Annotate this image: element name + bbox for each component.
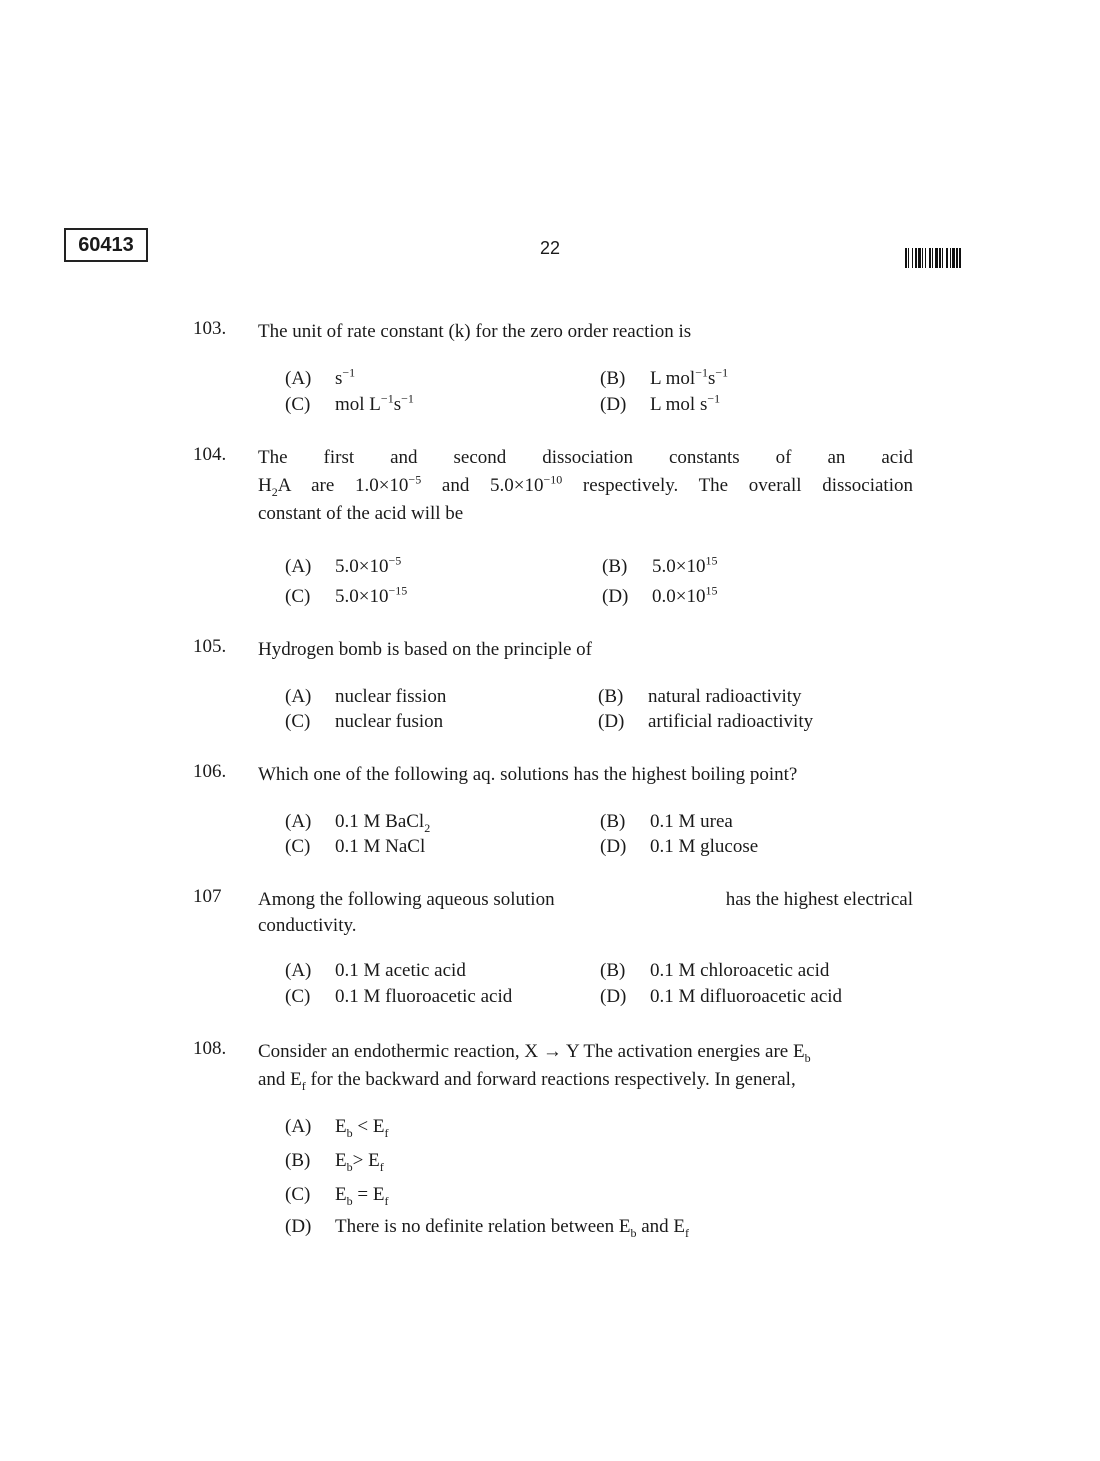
superscript: −1 bbox=[695, 365, 708, 380]
option-c bbox=[285, 836, 425, 858]
option-label: (A) bbox=[285, 556, 312, 577]
option-b bbox=[600, 811, 733, 833]
superscript: −1 bbox=[707, 391, 721, 406]
option-text: s bbox=[393, 394, 402, 415]
option-label: (A) bbox=[285, 960, 312, 981]
option-d bbox=[600, 836, 758, 858]
option-c: (C) $E_b = E_f$ bbox=[285, 1184, 389, 1208]
option-c bbox=[285, 583, 408, 608]
option-d bbox=[600, 986, 842, 1008]
option-a bbox=[285, 960, 466, 982]
option-label: (B) bbox=[602, 556, 628, 577]
option-a bbox=[285, 686, 446, 708]
question-line: $H_2A$ are $1.0\times 10^{-5}$ and $5.0\times 10^{-10}$ respectively. The overall dissociation bbox=[258, 472, 913, 499]
superscript: 15 bbox=[705, 553, 718, 568]
option-text: 5.0×10 bbox=[335, 556, 389, 577]
superscript: −1 bbox=[342, 365, 356, 380]
option-label: (A) bbox=[285, 368, 312, 389]
option-c bbox=[285, 711, 443, 733]
option-text: L mol s bbox=[650, 394, 708, 415]
question-number: 106. bbox=[193, 761, 227, 782]
option-text: natural radioactivity bbox=[648, 686, 802, 707]
option-label: (C) bbox=[285, 586, 311, 607]
option-label: (B) bbox=[598, 686, 624, 707]
question-text-part: has the highest electrical bbox=[725, 889, 913, 910]
option-label: (D) bbox=[285, 1216, 312, 1237]
option-b bbox=[600, 365, 729, 390]
option-label: (D) bbox=[602, 586, 629, 607]
question-text: Hydrogen bomb is based on the principle of bbox=[258, 639, 593, 660]
superscript: −1 bbox=[715, 365, 729, 380]
option-b: (B) $E_b> E_f$ bbox=[285, 1150, 384, 1174]
superscript: −15 bbox=[388, 583, 408, 598]
option-label: (C) bbox=[285, 394, 311, 415]
option-a bbox=[285, 553, 402, 578]
option-d bbox=[598, 711, 813, 733]
page-number: 22 bbox=[539, 238, 561, 258]
option-label: (A) bbox=[285, 811, 312, 832]
option-text: 0.1 M fluoroacetic acid bbox=[335, 986, 513, 1007]
option-label: (B) bbox=[285, 1150, 311, 1171]
superscript: 15 bbox=[705, 583, 718, 598]
option-text: 0.1 M NaCl bbox=[335, 836, 426, 857]
question-number: 107 bbox=[193, 886, 222, 907]
option-d: (D) There is no definite relation between $E_b$ and $E_f$ bbox=[285, 1216, 689, 1240]
option-text: 0.1 M acetic acid bbox=[335, 960, 466, 981]
option-label: (B) bbox=[600, 368, 626, 389]
question-text bbox=[258, 444, 913, 528]
option-a bbox=[285, 811, 430, 833]
option-text: 0.1 M glucose bbox=[650, 836, 759, 857]
question-number: 103. bbox=[193, 318, 227, 339]
option-text: nuclear fission bbox=[335, 686, 447, 707]
option-d bbox=[602, 583, 718, 608]
option-text: 5.0×10 bbox=[652, 556, 706, 577]
option-text: 5.0×10 bbox=[335, 586, 389, 607]
option-b bbox=[602, 553, 718, 578]
question-text bbox=[258, 886, 913, 940]
option-text: mol L bbox=[335, 394, 381, 415]
option-label: (D) bbox=[600, 986, 627, 1007]
superscript: −1 bbox=[380, 391, 394, 406]
superscript: −5 bbox=[388, 553, 402, 568]
option-text: 0.1 M urea bbox=[650, 811, 733, 832]
question-text-part: Among the following aqueous solution bbox=[258, 889, 555, 910]
option-text: s bbox=[335, 368, 343, 389]
option-label: (A) bbox=[285, 686, 312, 707]
question-line: and $E_f$ for the backward and forward reactions respectively. In general, bbox=[258, 1069, 796, 1093]
option-text: s bbox=[708, 368, 716, 389]
question-number: 108. bbox=[193, 1038, 227, 1059]
option-text: 0.1 M BaCl bbox=[335, 811, 425, 832]
option-c bbox=[285, 391, 414, 416]
option-label: (C) bbox=[285, 1184, 311, 1205]
option-a: (A) $E_b < E_f$ bbox=[285, 1116, 389, 1140]
option-d bbox=[600, 391, 721, 416]
question-text: Which one of the following aq. solutions has the highest boiling point? bbox=[258, 764, 798, 785]
option-a bbox=[285, 365, 356, 390]
option-label: (C) bbox=[285, 836, 311, 857]
question-line: The first and second dissociation constants of an acid bbox=[258, 447, 913, 468]
option-label: (B) bbox=[600, 960, 626, 981]
question-text: The unit of rate constant (k) for the zero order reaction is bbox=[258, 321, 692, 342]
barcode bbox=[905, 248, 1037, 268]
option-text: 0.1 M difluoroacetic acid bbox=[650, 986, 843, 1007]
option-b bbox=[600, 960, 829, 982]
option-text: nuclear fusion bbox=[335, 711, 444, 732]
question-line bbox=[258, 886, 913, 912]
option-label: (C) bbox=[285, 711, 311, 732]
option-label: (D) bbox=[600, 836, 627, 857]
question-number: 105. bbox=[193, 636, 227, 657]
question-number: 104. bbox=[193, 444, 227, 465]
option-text: 0.0×10 bbox=[652, 586, 706, 607]
option-c bbox=[285, 986, 512, 1008]
option-label: (D) bbox=[598, 711, 625, 732]
question-line: constant of the acid will be bbox=[258, 503, 464, 524]
question-line: Consider an endothermic reaction, X → Y The activation energies are $E_b$ bbox=[258, 1041, 811, 1065]
option-label: (D) bbox=[600, 394, 627, 415]
option-text: artificial radioactivity bbox=[648, 711, 814, 732]
question-line: conductivity. bbox=[258, 915, 357, 936]
option-text: 0.1 M chloroacetic acid bbox=[650, 960, 830, 981]
option-label: (A) bbox=[285, 1116, 312, 1137]
option-label: (C) bbox=[285, 986, 311, 1007]
question-text bbox=[258, 1038, 913, 1094]
option-b bbox=[598, 686, 802, 708]
subscript: 2 bbox=[424, 820, 431, 835]
superscript: −1 bbox=[401, 391, 414, 406]
option-text: L mol bbox=[650, 368, 696, 389]
option-label: (B) bbox=[600, 811, 626, 832]
page-code-box: 60413 bbox=[64, 228, 148, 262]
